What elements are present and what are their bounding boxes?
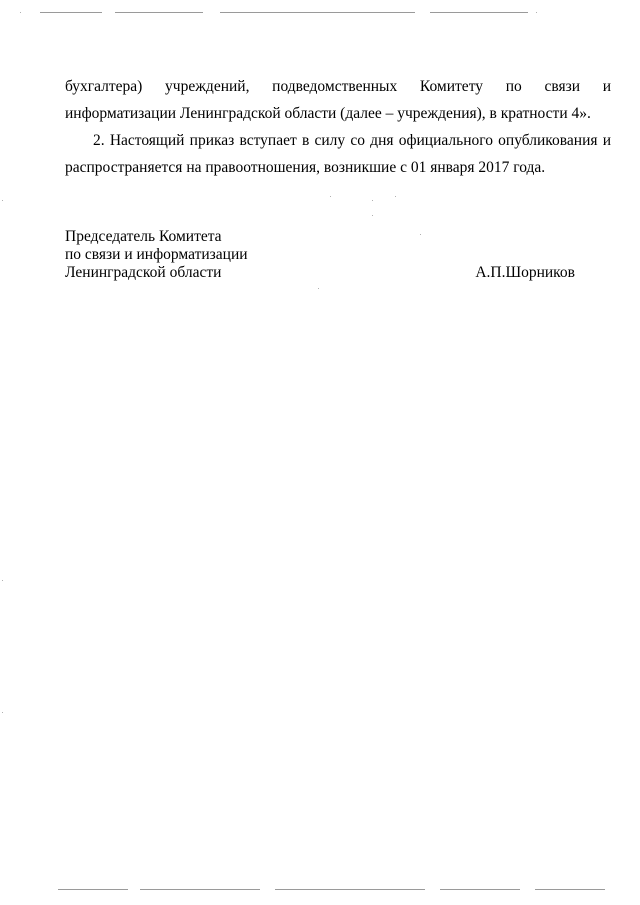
signatory-title-line-3: Ленинградской области bbox=[65, 264, 222, 281]
document-body bbox=[65, 73, 611, 181]
paragraph-continuation: бухгалтера) учреждений, подведомственных Комитету по связи и информатизации Ленинградской области (далее – учреждения), в кратности 4». bbox=[65, 78, 611, 122]
signature-block bbox=[65, 228, 575, 282]
signatory-name: А.П.Шорников bbox=[475, 264, 575, 281]
paragraph-2: 2. Настоящий приказ вступает в силу со дня официального опубликования и распространяется на правоотношения, возникшие с 01 января 2017 года. bbox=[65, 132, 611, 176]
signatory-title-line-2: по связи и информатизации bbox=[65, 246, 248, 263]
signatory-title-line-1: Председатель Комитета bbox=[65, 228, 222, 245]
